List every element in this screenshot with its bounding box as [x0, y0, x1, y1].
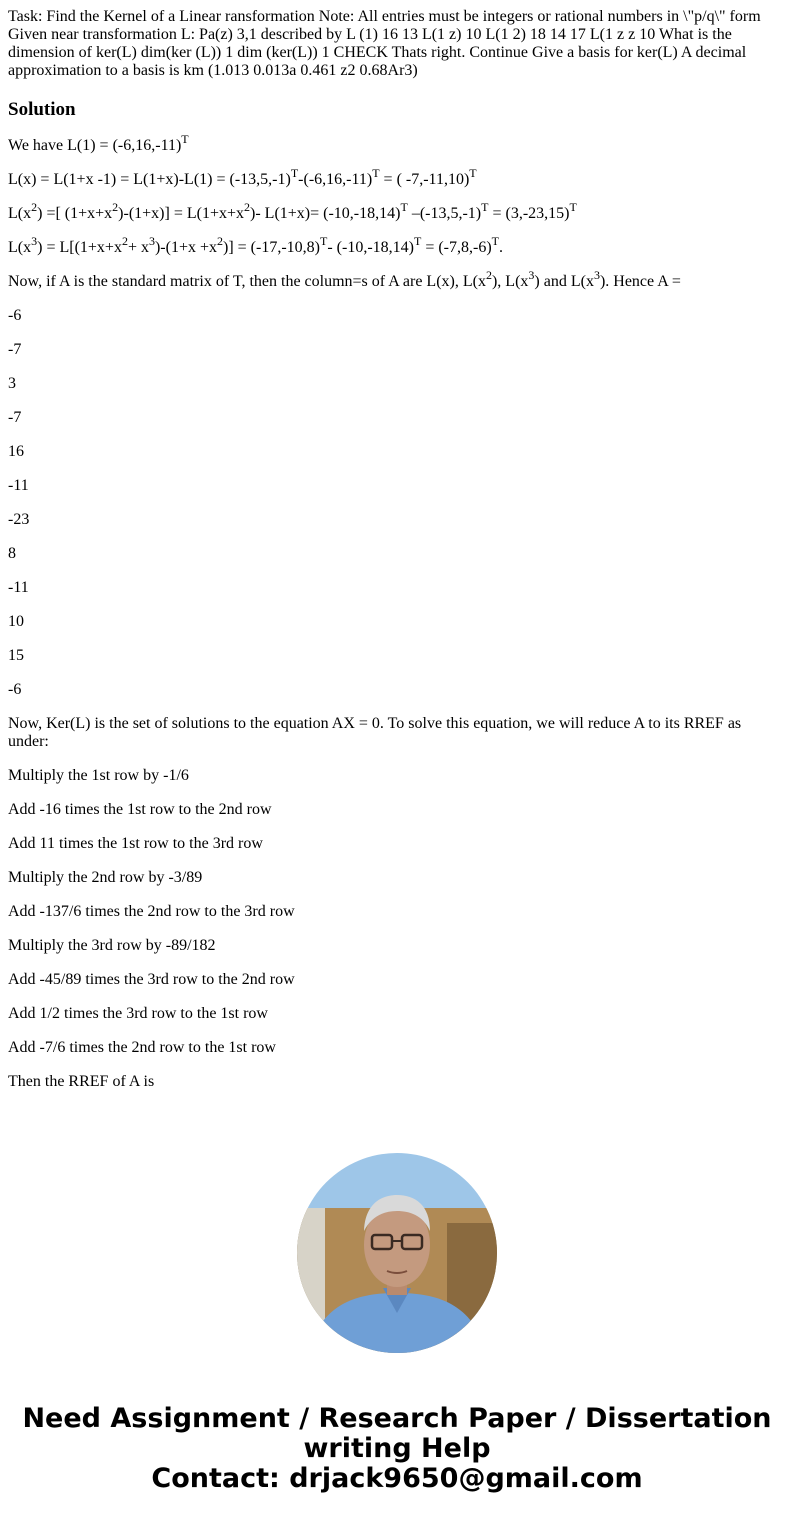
rref-step: Add -45/89 times the 3rd row to the 2nd row: [8, 971, 295, 988]
matrix-entries: [8, 307, 786, 699]
footer-banner: [0, 1404, 794, 1494]
task-statement: Task: Find the Kernel of a Linear ransformation Note: All entries must be integers or rational numbers in \"p/q\" form Given near transformation L: Pa(z) 3,1 described by L (1) 16 13 L(1 z) 10 L(1 2) 18 14 17 L(1 z z 10 What is the dimension of ker(L) dim(ker (L)) 1 dim (ker(L)) 1 CHECK Thats right. Continue Give a basis for ker(L) A decimal approximation to a basis is km (1.013 0.013a 0.461 z2 0.68Ar3): [8, 8, 761, 79]
matrix-entry: -23: [8, 511, 30, 528]
solution-body: [8, 131, 786, 291]
rref-steps: [8, 715, 786, 1091]
matrix-entry: 8: [8, 545, 16, 562]
equation-lx2: $L(x^2)$ =[ $(1+x+x^2)-(1+x)] = L(1+x+x^2)-$ $L(1+x)= (-10,-18,14)^T$ $-(-13,5,-1)^T = (3,-23,15)^T$: [8, 199, 577, 222]
footer-line-2: writing Help: [303, 1433, 491, 1464]
matrix-entry: 16: [8, 443, 24, 460]
matrix-entry: 10: [8, 613, 24, 630]
rref-result-text: Then the RREF of A is: [8, 1073, 155, 1090]
rref-step: Multiply the 1st row by -1/6: [8, 767, 189, 784]
kernel-description: Now, Ker(L) is the set of solutions to the equation AX = 0. To solve this equation, we will reduce A to its RREF as under:: [8, 715, 742, 750]
solution-heading: Solution: [8, 99, 76, 120]
rref-step: Add 11 times the 1st row to the 3rd row: [8, 835, 263, 852]
footer-contact: Contact: drjack9650@gmail.com: [151, 1463, 643, 1494]
photo-door-frame: [297, 1208, 325, 1353]
matrix-entry: -11: [8, 477, 29, 494]
author-photo: [297, 1153, 497, 1353]
matrix-entry: 15: [8, 647, 24, 664]
matrix-entry: -7: [8, 409, 22, 426]
rref-step: Add -137/6 times the 2nd row to the 3rd row: [8, 903, 295, 920]
footer-line-1: Need Assignment / Research Paper / Dissertation: [22, 1403, 772, 1434]
matrix-entry: -6: [8, 681, 22, 698]
standard-matrix-text: Now, if A is the standard matrix of T, then the column=s of A are L(x), $L(x^2)$, $L(x^3)$ and $L(x^3)$. Hence A =: [8, 267, 681, 290]
rref-step: Multiply the 2nd row by -3/89: [8, 869, 203, 886]
equation-lx3: $L(x^3) = L[(1+x+x^2+ x^3)-(1+x +x^2)] = (-17,-10,8)^T-$ $(-10,-18,14)^T = (-7,8,-6)^T$.: [8, 233, 504, 256]
equation-l1: We have $L(1) = (-6,16,-11)^T$: [8, 131, 189, 154]
matrix-entry: -7: [8, 341, 22, 358]
rref-step: Add -16 times the 1st row to the 2nd row: [8, 801, 272, 818]
rref-step: Multiply the 3rd row by -89/182: [8, 937, 216, 954]
main-content: [8, 8, 786, 1091]
rref-step: Add 1/2 times the 3rd row to the 1st row: [8, 1005, 268, 1022]
rref-step: Add -7/6 times the 2nd row to the 1st row: [8, 1039, 276, 1056]
author-photo-illustration: [297, 1153, 497, 1353]
matrix-entry: -11: [8, 579, 29, 596]
equation-lx: L(x) = L(1+x $-1) = L(1+x)-L(1) = (-13,5,-1)^T-(-6,16,-11)^T$ = ( -7,-11,10)$^T$: [8, 165, 477, 188]
matrix-entry: -6: [8, 307, 22, 324]
matrix-entry: 3: [8, 375, 16, 392]
